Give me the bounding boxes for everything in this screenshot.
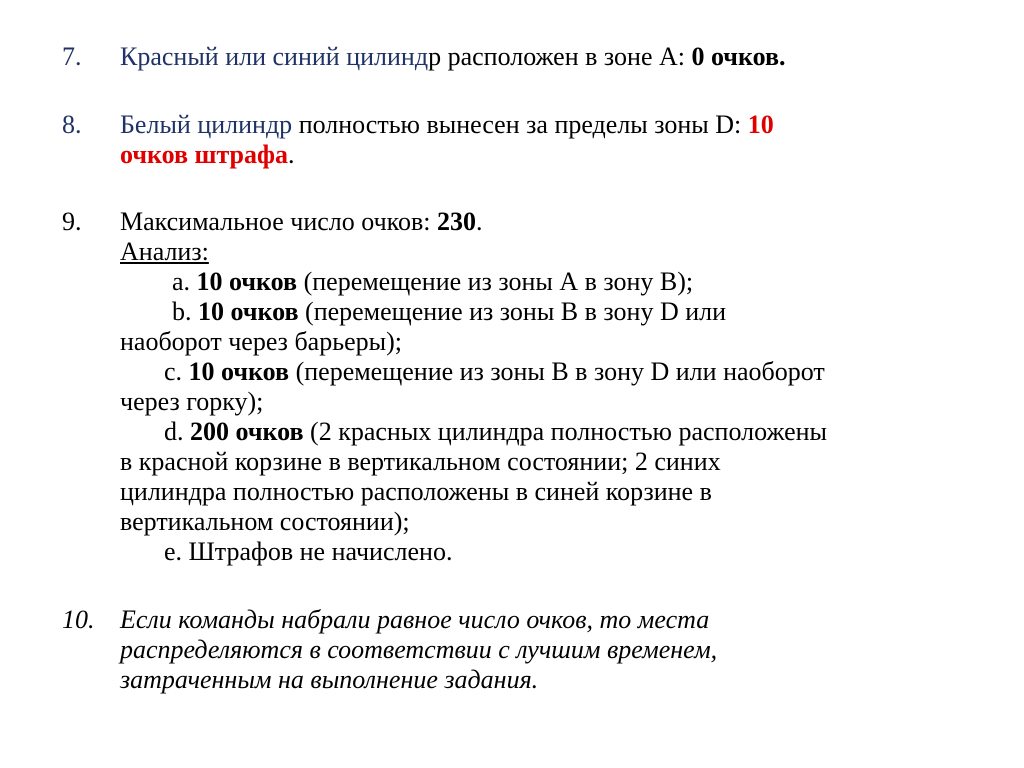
item-number: 8. bbox=[62, 110, 82, 139]
point-text: (перемещение из зоны В в зону D или bbox=[298, 297, 727, 326]
item-text: распределяются в соответствии с лучшим временем, bbox=[120, 635, 718, 664]
item-number: 10. bbox=[62, 605, 95, 634]
penalty-points-label: очков штрафа bbox=[120, 140, 289, 169]
highlighted-phrase: Красный или синий цилинд bbox=[120, 42, 429, 71]
analysis-point-e: e. Штрафов не начислено. bbox=[164, 537, 453, 566]
item-body bbox=[120, 207, 980, 567]
penalty-points-value: 10 bbox=[747, 110, 774, 139]
points-value: 200 очков bbox=[190, 417, 304, 446]
analysis-point-c bbox=[120, 357, 980, 387]
item-text: полностью вынесен за пределы зоны D: bbox=[292, 110, 748, 139]
analysis-point-b bbox=[120, 297, 980, 327]
item-text: р расположен в зоне А: bbox=[428, 42, 692, 71]
point-letter: a. bbox=[172, 267, 197, 296]
points-value: 0 очков. bbox=[691, 42, 786, 71]
points-value: 10 очков bbox=[198, 297, 299, 326]
point-text-continued: цилиндра полностью расположены в синей корзине в bbox=[120, 477, 712, 506]
analysis-point-a bbox=[120, 267, 980, 297]
point-text: (перемещение из зоны В в зону D или наоборот bbox=[289, 357, 825, 386]
analysis-label: Анализ: bbox=[120, 237, 209, 266]
item-text: . bbox=[475, 207, 483, 236]
point-letter: c. bbox=[164, 357, 189, 386]
item-number: 7. bbox=[62, 42, 82, 71]
points-value: 10 очков bbox=[196, 267, 298, 296]
item-text: Максимальное число очков: bbox=[120, 207, 437, 236]
item-body bbox=[120, 110, 980, 170]
point-letter: b. bbox=[172, 297, 198, 326]
item-text: . bbox=[288, 140, 295, 169]
item-text: затраченным на выполнение задания. bbox=[120, 665, 539, 694]
point-text-continued: наоборот через барьеры); bbox=[120, 327, 402, 356]
max-points-value: 230 bbox=[436, 207, 476, 236]
points-value: 10 очков bbox=[188, 357, 290, 386]
item-number: 9. bbox=[62, 207, 82, 236]
point-text-continued: в красной корзине в вертикальном состоянии; 2 синих bbox=[120, 447, 721, 476]
item-text: Если команды набрали равное число очков, то места bbox=[120, 605, 710, 634]
analysis-point-d bbox=[120, 417, 980, 447]
point-text-continued: вертикальном состоянии); bbox=[120, 507, 410, 536]
highlighted-phrase: Белый цилиндр bbox=[120, 110, 293, 139]
item-body bbox=[120, 42, 980, 72]
point-text-continued: через горку); bbox=[120, 387, 264, 416]
point-text: (2 красных цилиндра полностью расположены bbox=[303, 417, 827, 446]
point-letter: d. bbox=[164, 417, 190, 446]
point-text: (перемещение из зоны А в зону В); bbox=[297, 267, 694, 296]
item-body bbox=[120, 605, 980, 695]
